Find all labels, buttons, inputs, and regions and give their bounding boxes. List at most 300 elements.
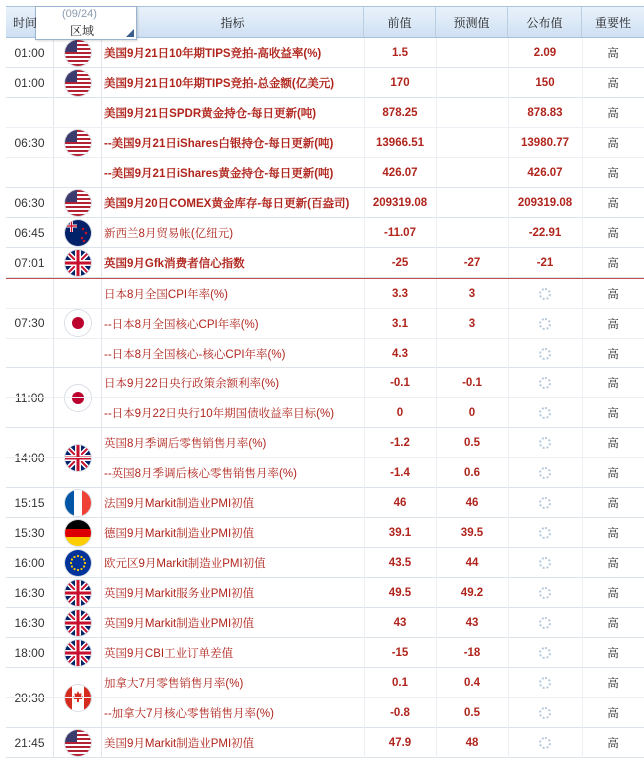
loading-icon: [539, 288, 551, 300]
importance-badge: 高: [607, 108, 619, 120]
column-divider: [508, 128, 509, 157]
column-divider: [508, 368, 509, 397]
column-divider: [364, 638, 365, 668]
event-time: 15:30: [6, 518, 54, 547]
actual-value: 878.83: [527, 107, 563, 119]
column-divider: [364, 458, 365, 488]
actual-value: [508, 608, 582, 638]
table-row[interactable]: [6, 548, 644, 578]
event-group: [6, 488, 644, 518]
column-divider: [364, 38, 365, 68]
column-divider: [436, 368, 437, 397]
table-row[interactable]: [6, 518, 644, 548]
column-divider: [436, 68, 437, 98]
column-divider: [508, 309, 509, 338]
column-divider: [582, 488, 583, 518]
forecast-value: 0.5: [464, 437, 480, 449]
importance-badge: 高: [607, 408, 619, 420]
previous-value: 170: [390, 77, 410, 89]
column-divider: [582, 638, 583, 668]
indicator-name[interactable]: 美国9月21日10年期TIPS竞拍-高收益率(%): [104, 48, 322, 60]
event-group: [6, 638, 644, 668]
column-divider: [582, 38, 583, 68]
forecast-value: [436, 128, 508, 158]
event-time: 11:00: [6, 368, 54, 427]
column-divider: [508, 339, 509, 369]
loading-icon: [539, 707, 551, 719]
previous-value: 878.25: [382, 107, 418, 119]
importance-badge: 高: [607, 258, 619, 270]
importance-badge: 高: [607, 648, 619, 660]
indicator-name[interactable]: 美国9月20日COMEX黄金库存-每日更新(百盎司): [104, 198, 350, 210]
header-importance: 重要性: [594, 15, 631, 30]
column-divider: [436, 488, 437, 518]
importance-badge: 高: [607, 289, 619, 301]
importance-badge: 高: [607, 708, 619, 720]
forecast-value: -18: [463, 647, 481, 659]
column-divider: [364, 518, 365, 548]
actual-value: 209319.08: [517, 197, 573, 209]
column-divider: [364, 488, 365, 518]
previous-value: 0: [396, 407, 404, 419]
column-divider: [364, 428, 365, 457]
event-group: [6, 728, 644, 758]
previous-value: 49.5: [388, 587, 412, 599]
column-divider: [436, 218, 437, 248]
importance-badge: 高: [607, 138, 619, 150]
actual-value: [508, 728, 582, 758]
indicator-name[interactable]: 新西兰8月贸易帐(亿纽元): [104, 228, 234, 240]
column-divider: [508, 488, 509, 518]
importance-badge: 高: [607, 528, 619, 540]
table-body: [6, 38, 644, 758]
column-divider: [582, 428, 583, 457]
previous-value: 426.07: [382, 167, 418, 179]
importance-badge: 高: [607, 438, 619, 450]
header-actual: 公布值: [508, 7, 582, 37]
previous-value: 46: [393, 497, 407, 509]
column-divider: [508, 608, 509, 638]
indicator-name[interactable]: 英国9月Markit服务业PMI初值: [104, 588, 255, 600]
event-time: 06:30: [6, 98, 54, 187]
column-divider: [508, 668, 509, 697]
column-divider: [508, 428, 509, 457]
indicator-name[interactable]: 英国9月Markit制造业PMI初值: [104, 618, 255, 630]
loading-icon: [539, 587, 551, 599]
event-group: [6, 98, 644, 188]
column-divider: [508, 38, 509, 68]
column-divider: [582, 68, 583, 98]
table-row[interactable]: [6, 698, 644, 728]
column-divider: [364, 578, 365, 608]
column-divider: [364, 68, 365, 98]
column-divider: [436, 128, 437, 157]
event-time: 15:15: [6, 488, 54, 517]
forecast-value: 3: [468, 288, 476, 300]
column-divider: [582, 98, 583, 127]
forecast-value: 44: [465, 557, 479, 569]
forecast-value: 0.4: [464, 677, 480, 689]
loading-icon: [539, 677, 551, 689]
header-previous: 前值: [364, 7, 436, 37]
actual-value: -22.91: [528, 227, 562, 239]
importance-badge: 高: [607, 48, 619, 60]
column-divider: [436, 578, 437, 608]
table-row[interactable]: [6, 608, 644, 638]
event-group: [6, 608, 644, 638]
actual-value: [508, 368, 582, 398]
actual-value: [508, 638, 582, 668]
event-group: [6, 38, 644, 68]
column-divider: [508, 188, 509, 218]
column-divider: [436, 339, 437, 369]
event-time: 06:45: [6, 218, 54, 247]
table-row[interactable]: [6, 488, 644, 518]
previous-value: 1.5: [392, 47, 408, 59]
event-time: 20:30: [6, 668, 54, 727]
dropdown-corner-icon[interactable]: [126, 29, 134, 37]
event-group: [6, 218, 644, 248]
actual-value: [508, 548, 582, 578]
indicator-name[interactable]: --美国9月21日iShares黄金持仓-每日更新(吨): [104, 168, 334, 180]
previous-value: 39.1: [388, 527, 412, 539]
previous-value: 0.1: [392, 677, 408, 689]
column-divider: [582, 578, 583, 608]
forecast-value: [436, 68, 508, 98]
column-divider: [436, 309, 437, 338]
column-divider: [364, 339, 365, 369]
previous-value: -0.1: [390, 377, 410, 389]
indicator-name[interactable]: 美国9月21日SPDR黄金持仓-每日更新(吨): [104, 108, 317, 120]
table-row[interactable]: [6, 398, 644, 428]
previous-value: 3.3: [392, 288, 408, 300]
column-divider: [582, 698, 583, 728]
importance-badge: 高: [607, 498, 619, 510]
column-divider: [508, 578, 509, 608]
table-row[interactable]: [6, 638, 644, 668]
loading-icon: [539, 467, 551, 479]
indicator-name[interactable]: --加拿大7月核心零售销售月率(%): [104, 708, 274, 720]
forecast-value: [436, 38, 508, 68]
importance-badge: 高: [607, 319, 619, 331]
previous-value: 43.5: [388, 557, 412, 569]
column-divider: [582, 458, 583, 488]
column-divider: [582, 608, 583, 638]
column-divider: [582, 548, 583, 578]
column-divider: [364, 698, 365, 728]
actual-value: [508, 518, 582, 548]
forecast-value: 39.5: [460, 527, 484, 539]
indicator-name[interactable]: --日本8月全国核心-核心CPI年率(%): [104, 349, 286, 361]
column-divider: [508, 248, 509, 278]
forecast-value: [436, 158, 508, 188]
forecast-value: 43: [465, 617, 479, 629]
importance-badge: 高: [607, 618, 619, 630]
column-divider: [364, 188, 365, 218]
previous-value: 3.1: [392, 318, 408, 330]
forecast-value: -0.1: [462, 377, 482, 389]
column-divider: [364, 158, 365, 188]
actual-value: [508, 339, 582, 369]
forecast-value: [436, 218, 508, 248]
importance-badge: 高: [607, 198, 619, 210]
previous-value: 47.9: [388, 737, 412, 749]
importance-badge: 高: [607, 468, 619, 480]
importance-badge: 高: [607, 378, 619, 390]
event-group: [6, 68, 644, 98]
loading-icon: [539, 497, 551, 509]
actual-value: [508, 309, 582, 339]
header-forecast: 预测值: [436, 7, 508, 37]
table-row[interactable]: [6, 458, 644, 488]
indicator-name[interactable]: 英国8月季调后零售销售月率(%): [104, 438, 267, 450]
importance-badge: 高: [607, 228, 619, 240]
actual-value: [508, 488, 582, 518]
loading-icon: [539, 617, 551, 629]
forecast-value: 0.6: [464, 467, 480, 479]
actual-value: 2.09: [533, 47, 557, 59]
column-divider: [508, 548, 509, 578]
previous-value: -1.2: [390, 437, 410, 449]
forecast-value: 48: [465, 737, 479, 749]
indicator-name[interactable]: --英国8月季调后核心零售销售月率(%): [104, 468, 297, 480]
forecast-value: 0: [468, 407, 476, 419]
column-divider: [508, 158, 509, 188]
column-divider: [582, 339, 583, 369]
event-group: [6, 668, 644, 728]
forecast-value: 3: [468, 318, 476, 330]
loading-icon: [539, 348, 551, 360]
forecast-value: 46: [465, 497, 479, 509]
event-group: [6, 428, 644, 488]
event-time: 07:30: [6, 279, 54, 367]
indicator-name[interactable]: --日本9月22日央行10年期国债收益率目标(%): [104, 408, 335, 420]
header-region: 区域: [70, 24, 95, 38]
column-divider: [436, 98, 437, 127]
table-row[interactable]: [6, 68, 644, 98]
indicator-name[interactable]: 英国9月CBI工业订单差值: [104, 648, 234, 660]
forecast-value: -27: [463, 257, 481, 269]
previous-value: 4.3: [392, 348, 408, 360]
importance-badge: 高: [607, 558, 619, 570]
actual-value: -21: [536, 257, 554, 269]
event-time: 01:00: [6, 38, 54, 67]
column-divider: [508, 458, 509, 488]
column-divider: [436, 248, 437, 278]
previous-value: -0.8: [390, 707, 410, 719]
loading-icon: [539, 527, 551, 539]
forecast-value: 49.2: [460, 587, 484, 599]
actual-value: 426.07: [527, 167, 563, 179]
column-divider: [582, 728, 583, 758]
column-divider: [582, 188, 583, 218]
column-divider: [364, 218, 365, 248]
previous-value: -25: [391, 257, 409, 269]
column-divider: [508, 728, 509, 758]
table-row[interactable]: [6, 309, 644, 339]
importance-badge: 高: [607, 168, 619, 180]
column-divider: [508, 98, 509, 127]
table-row[interactable]: [6, 38, 644, 68]
column-divider: [582, 518, 583, 548]
column-divider: [436, 518, 437, 548]
indicator-name[interactable]: 欧元区9月Markit制造业PMI初值: [104, 558, 266, 570]
header-indicator: 指标: [102, 7, 364, 37]
column-divider: [508, 68, 509, 98]
actual-value: 150: [535, 77, 555, 89]
event-group: [6, 368, 644, 428]
forecast-value: 0.5: [464, 707, 480, 719]
column-divider: [508, 638, 509, 668]
indicator-name[interactable]: 英国9月Gfk消费者信心指数: [104, 258, 245, 270]
indicator-name[interactable]: 美国9月21日10年期TIPS竞拍-总金额(亿美元): [104, 78, 335, 90]
loading-icon: [539, 377, 551, 389]
table-row[interactable]: [6, 339, 644, 369]
actual-value: [508, 668, 582, 698]
event-time: 18:00: [6, 638, 54, 667]
event-time: 16:30: [6, 578, 54, 607]
table-row[interactable]: [6, 98, 644, 128]
column-divider: [364, 128, 365, 157]
indicator-name[interactable]: 美国9月Markit制造业PMI初值: [104, 738, 255, 750]
column-divider: [508, 518, 509, 548]
column-divider: [582, 368, 583, 397]
event-time: 07:01: [6, 248, 54, 277]
column-divider: [436, 188, 437, 218]
column-divider: [364, 279, 365, 308]
actual-value: [508, 578, 582, 608]
date-dropdown[interactable]: [35, 6, 137, 40]
indicator-name[interactable]: 日本8月全国CPI年率(%): [104, 289, 228, 301]
column-divider: [436, 548, 437, 578]
column-divider: [508, 218, 509, 248]
column-divider: [364, 248, 365, 278]
table-row[interactable]: [6, 158, 644, 188]
importance-badge: 高: [607, 78, 619, 90]
column-divider: [582, 128, 583, 157]
column-divider: [436, 38, 437, 68]
event-time: 21:45: [6, 728, 54, 757]
column-divider: [508, 398, 509, 428]
column-divider: [364, 548, 365, 578]
loading-icon: [539, 318, 551, 330]
column-divider: [582, 248, 583, 278]
actual-value: [508, 279, 582, 309]
column-divider: [364, 668, 365, 697]
event-time: 14:00: [6, 428, 54, 487]
importance-badge: 高: [607, 349, 619, 361]
indicator-name[interactable]: 德国9月Markit制造业PMI初值: [104, 528, 255, 540]
date-label: (09/24): [62, 8, 97, 20]
event-group: [6, 518, 644, 548]
column-divider: [436, 279, 437, 308]
loading-icon: [539, 407, 551, 419]
table-row[interactable]: [6, 578, 644, 608]
column-divider: [508, 698, 509, 728]
indicator-name[interactable]: 日本9月22日央行政策余额利率(%): [104, 378, 280, 390]
column-divider: [582, 668, 583, 697]
column-divider: [436, 668, 437, 697]
event-time: 01:00: [6, 68, 54, 97]
column-divider: [436, 398, 437, 428]
column-divider: [436, 638, 437, 668]
actual-value: [508, 458, 582, 488]
importance-badge: 高: [607, 678, 619, 690]
event-group: [6, 578, 644, 608]
table-row[interactable]: [6, 279, 644, 309]
table-row[interactable]: [6, 218, 644, 248]
table-row[interactable]: [6, 368, 644, 398]
previous-value: -11.07: [384, 227, 416, 239]
column-divider: [582, 158, 583, 188]
column-divider: [364, 398, 365, 428]
table-row[interactable]: [6, 188, 644, 218]
table-row[interactable]: [6, 728, 644, 758]
column-divider: [364, 98, 365, 127]
loading-icon: [539, 437, 551, 449]
column-divider: [582, 309, 583, 338]
importance-badge: 高: [607, 738, 619, 750]
column-divider: [364, 728, 365, 758]
previous-value: 209319.08: [372, 197, 428, 209]
actual-value: 13980.77: [521, 137, 569, 149]
loading-icon: [539, 737, 551, 749]
event-group: [6, 188, 644, 218]
table-header: [6, 6, 644, 38]
table-row[interactable]: [6, 128, 644, 158]
indicator-name[interactable]: 加拿大7月零售销售月率(%): [104, 678, 244, 690]
forecast-value: [436, 339, 508, 369]
actual-value: [508, 698, 582, 728]
previous-value: -1.4: [390, 467, 410, 479]
actual-value: [508, 398, 582, 428]
previous-value: 43: [393, 617, 407, 629]
column-divider: [364, 608, 365, 638]
column-divider: [436, 728, 437, 758]
loading-icon: [539, 647, 551, 659]
column-divider: [436, 458, 437, 488]
table-row[interactable]: [6, 428, 644, 458]
column-divider: [582, 218, 583, 248]
importance-badge: 高: [607, 588, 619, 600]
event-time: 16:00: [6, 548, 54, 577]
column-divider: [436, 158, 437, 188]
column-divider: [582, 279, 583, 308]
header-time: 时间: [13, 16, 38, 30]
event-group: [6, 548, 644, 578]
column-divider: [436, 428, 437, 457]
column-divider: [508, 279, 509, 308]
event-group: [6, 248, 644, 278]
actual-value: [508, 428, 582, 458]
column-divider: [364, 368, 365, 397]
column-divider: [364, 309, 365, 338]
event-time: 06:30: [6, 188, 54, 217]
table-row[interactable]: [6, 248, 644, 278]
previous-value: 13966.51: [376, 137, 424, 149]
column-divider: [436, 608, 437, 638]
event-group: [6, 278, 644, 368]
loading-icon: [539, 557, 551, 569]
indicator-name[interactable]: --日本8月全国核心CPI年率(%): [104, 319, 259, 331]
table-row[interactable]: [6, 668, 644, 698]
column-divider: [582, 398, 583, 428]
indicator-name[interactable]: 法国9月Markit制造业PMI初值: [104, 498, 255, 510]
forecast-value: [436, 98, 508, 128]
indicator-name[interactable]: --美国9月21日iShares白银持仓-每日更新(吨): [104, 138, 334, 150]
forecast-value: [436, 188, 508, 218]
event-time: 16:30: [6, 608, 54, 637]
